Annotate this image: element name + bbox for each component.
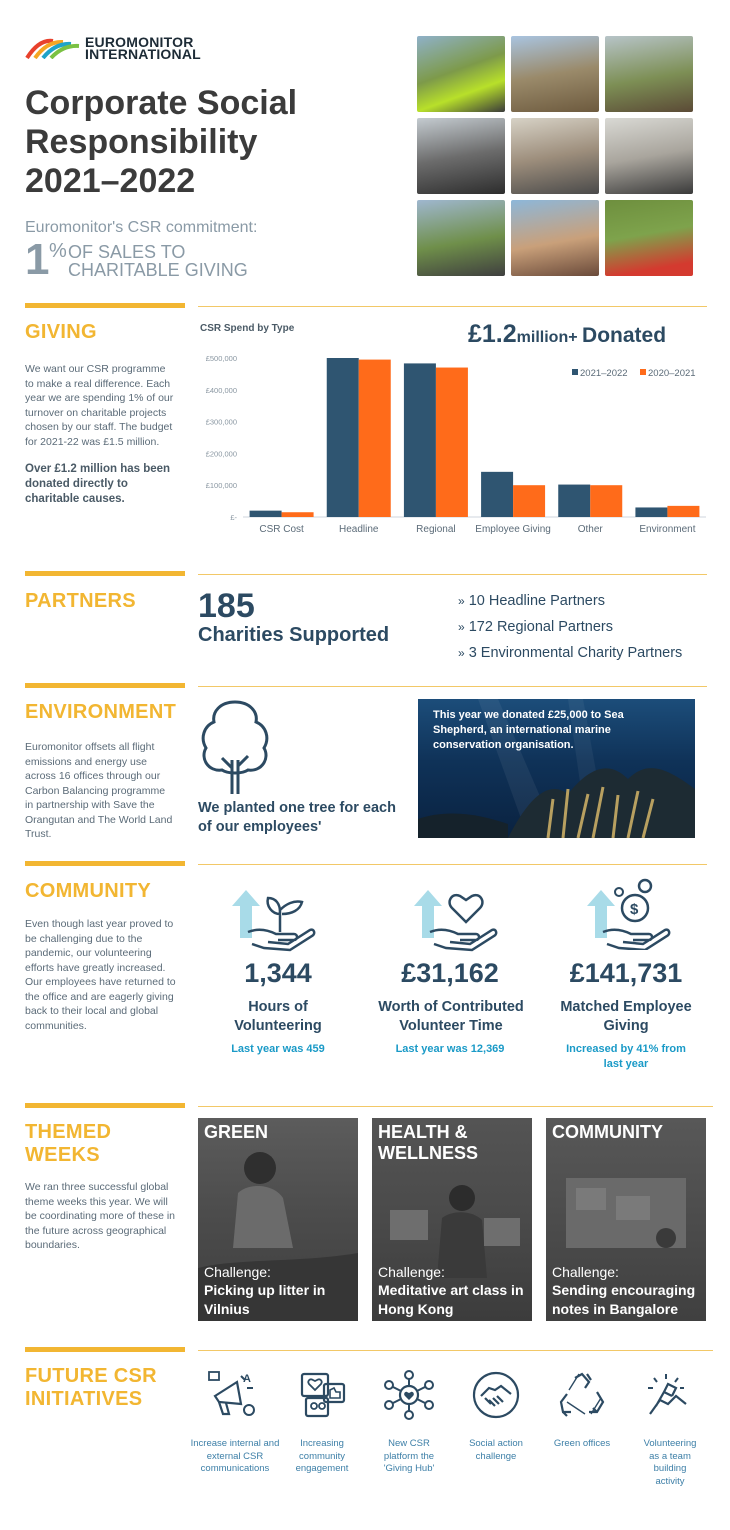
photo-volunteer-selfie xyxy=(605,200,693,276)
chart-x-tick-label: Environment xyxy=(639,524,696,535)
theme-card-green xyxy=(198,1118,358,1321)
chart-legend-swatch xyxy=(640,369,646,375)
future-title-line2: INITIATIVES xyxy=(25,1388,143,1410)
chart-bar xyxy=(282,512,314,517)
chart-x-tick-label: Headline xyxy=(339,524,379,535)
photo-planting-team xyxy=(605,36,693,112)
partner-item-headline: » 10 Headline Partners xyxy=(458,593,605,609)
environment-divider-line xyxy=(198,686,707,687)
commitment-sales-line1: OF SALES TO xyxy=(68,242,186,262)
themed-title-line1: THEMED xyxy=(25,1121,112,1143)
partners-divider-line xyxy=(198,574,707,575)
stat-volunteer-time-sub: Last year was 12,369 xyxy=(395,1043,505,1055)
tree-icon xyxy=(196,698,274,796)
charities-label: Charities Supported xyxy=(198,624,390,646)
initiative-social-action-label: Social action challenge xyxy=(469,1438,523,1462)
theme-card-community-challenge-label: Challenge: xyxy=(552,1264,619,1280)
community-divider-line xyxy=(198,864,707,865)
chart-y-tick-label: £200,000 xyxy=(205,449,237,459)
future-title-line1: FUTURE CSR xyxy=(25,1365,157,1387)
photo-hikers-celebrating xyxy=(417,200,505,276)
stat-volunteer-time-value: £31,162 xyxy=(401,958,499,988)
giving-title: GIVING xyxy=(25,321,97,343)
network-heart-icon xyxy=(384,1370,434,1420)
chart-bar xyxy=(404,363,436,517)
page-title-line3: 2021–2022 xyxy=(25,162,196,200)
svg-text:$: $ xyxy=(630,901,639,918)
initiative-engagement-label: Increasing community engagement xyxy=(295,1438,349,1474)
themed-divider-line xyxy=(198,1106,713,1107)
themed-title-line2: WEEKS xyxy=(25,1144,100,1166)
theme-card-health xyxy=(372,1118,532,1321)
stat-hours-sub: Last year was 459 xyxy=(231,1043,325,1055)
commitment-percent-number: 1 xyxy=(25,235,50,284)
logo-line1: EUROMONITOR xyxy=(85,34,194,50)
partner-item-regional: » 172 Regional Partners xyxy=(458,619,614,635)
chart-legend-swatch xyxy=(572,369,578,375)
donated-suffix: million+ xyxy=(516,329,578,346)
logo-mark-icon xyxy=(25,37,81,59)
tree-text: We planted one tree for each of our employees' xyxy=(198,800,396,835)
environment-divider-bar xyxy=(25,683,185,688)
stat-hours-label: Hours of Volunteering xyxy=(234,999,322,1034)
partners-divider-bar xyxy=(25,571,185,576)
commitment-sales-line2: CHARITABLE GIVING xyxy=(68,260,248,280)
chart-x-tick-label: CSR Cost xyxy=(259,524,304,535)
svg-text:A: A xyxy=(243,1373,251,1385)
theme-card-health-challenge-label: Challenge: xyxy=(378,1264,445,1280)
theme-card-health-title: HEALTH & WELLNESS xyxy=(378,1122,479,1163)
chart-title: CSR Spend by Type xyxy=(200,323,295,334)
page-title-line2: Responsibility xyxy=(25,123,258,161)
handshake-icon xyxy=(471,1370,521,1420)
chart-bar xyxy=(359,360,391,517)
stat-hours-value: 1,344 xyxy=(244,958,312,988)
themed-divider-bar xyxy=(25,1103,185,1108)
chart-legend-label: 2020–2021 xyxy=(648,368,696,379)
chart-bar xyxy=(436,368,468,517)
chart-x-tick-label: Other xyxy=(577,524,603,535)
theme-card-community-title: COMMUNITY xyxy=(552,1122,663,1142)
chart-x-tick-label: Employee Giving xyxy=(475,524,551,535)
team-hands-icon xyxy=(642,1370,692,1420)
chart-y-tick-label: £- xyxy=(230,513,237,522)
initiative-communications-label: Increase internal and external CSR communications xyxy=(190,1438,280,1474)
themed-body: We ran three successful global theme weeks this year. We will be coordinating more of these in the future across geographical boundaries. xyxy=(25,1181,176,1251)
initiative-giving-hub-label: New CSR platform the 'Giving Hub' xyxy=(383,1438,435,1474)
environment-title: ENVIRONMENT xyxy=(25,701,177,723)
theme-card-green-challenge-label: Challenge: xyxy=(204,1264,271,1280)
chart-legend-label: 2021–2022 xyxy=(580,368,628,379)
plant-hand-icon xyxy=(228,880,318,952)
chart-bar xyxy=(513,485,545,517)
initiative-volunteering-label: Volunteering as a team building activity xyxy=(643,1438,697,1487)
donated-word: Donated xyxy=(582,324,667,347)
chart-y-tick-label: £400,000 xyxy=(205,385,237,395)
future-divider-line xyxy=(198,1350,713,1351)
logo-line2: INTERNATIONAL xyxy=(85,46,201,62)
theme-card-green-title: GREEN xyxy=(204,1122,269,1142)
stat-matched-giving-sub: Increased by 41% from last year xyxy=(566,1043,686,1070)
future-divider-bar xyxy=(25,1347,185,1352)
chart-bar xyxy=(327,358,359,517)
social-media-icon xyxy=(298,1370,348,1420)
chart-bar xyxy=(667,506,699,517)
stat-volunteer-time-label: Worth of Contributed Volunteer Time xyxy=(378,999,524,1034)
commitment-text: Euromonitor's CSR commitment: xyxy=(25,219,258,236)
theme-card-community-challenge: Sending encouraging notes in Bangalore xyxy=(552,1282,696,1317)
environment-body: Euromonitor offsets all flight emissions and energy use across 16 offices through our Carbon Balancing programme in partnership with Save the Orangutan and The World Land Trust. xyxy=(25,741,173,840)
partners-title: PARTNERS xyxy=(25,590,136,612)
chart-y-tick-label: £300,000 xyxy=(205,417,237,427)
heart-hand-icon xyxy=(410,880,500,952)
photo-garden-volunteer xyxy=(511,36,599,112)
community-body: Even though last year proved to be challenging due to the pandemic, our volunteering efforts have greatly increased. Our employees have returned to the office and are eagerly giving back to their local and global communities. xyxy=(25,918,176,1032)
chart-y-tick-label: £500,000 xyxy=(205,354,237,363)
logo xyxy=(25,34,201,62)
chart-y-tick-label: £100,000 xyxy=(205,481,237,491)
csr-spend-chart xyxy=(198,345,710,540)
stat-matched-giving-label: Matched Employee Giving xyxy=(560,999,692,1034)
chart-bar xyxy=(558,485,590,517)
stat-matched-giving-value: £141,731 xyxy=(569,958,683,988)
chart-bar xyxy=(481,472,513,517)
partner-item-environmental: » 3 Environmental Charity Partners xyxy=(458,645,683,661)
photo-group-building xyxy=(511,118,599,194)
megaphone-icon xyxy=(207,1370,257,1420)
coins-hand-icon xyxy=(583,878,673,950)
giving-divider-line xyxy=(198,306,707,307)
commitment-percent-sign: % xyxy=(49,240,67,262)
chart-bar xyxy=(635,507,667,517)
photo-runners-selfie xyxy=(417,36,505,112)
initiative-green-offices-label: Green offices xyxy=(553,1438,611,1449)
photo-team-selfie xyxy=(511,200,599,276)
ocean-text: This year we donated £25,000 to Sea Shepherd, an international marine conservation organisation. xyxy=(433,709,624,751)
theme-card-green-challenge: Picking up litter in Vilnius xyxy=(204,1282,326,1317)
giving-divider-bar xyxy=(25,303,185,308)
community-title: COMMUNITY xyxy=(25,880,152,902)
photo-furniture-assembly xyxy=(605,118,693,194)
donated-amount: £1.2 xyxy=(468,320,517,348)
giving-bold-text: Over £1.2 million has been donated directly to charitable causes. xyxy=(25,463,171,505)
theme-card-health-challenge: Meditative art class in Hong Kong xyxy=(378,1282,524,1317)
photo-group-outdoor xyxy=(417,118,505,194)
giving-body: We want our CSR programme to make a real difference. Each year we are spending 1% of our turnover on charitable projects chosen by our staff. The budget for 2021-22 was £1.5 million. xyxy=(25,363,174,448)
page-title-line1: Corporate Social xyxy=(25,84,298,122)
chart-bar xyxy=(250,511,282,517)
ocean-photo xyxy=(418,699,695,838)
charities-count: 185 xyxy=(198,587,255,625)
chart-bar xyxy=(590,485,622,517)
recycle-icon xyxy=(557,1370,607,1420)
theme-card-community xyxy=(546,1118,706,1321)
chart-x-tick-label: Regional xyxy=(416,524,456,535)
community-divider-bar xyxy=(25,861,185,866)
